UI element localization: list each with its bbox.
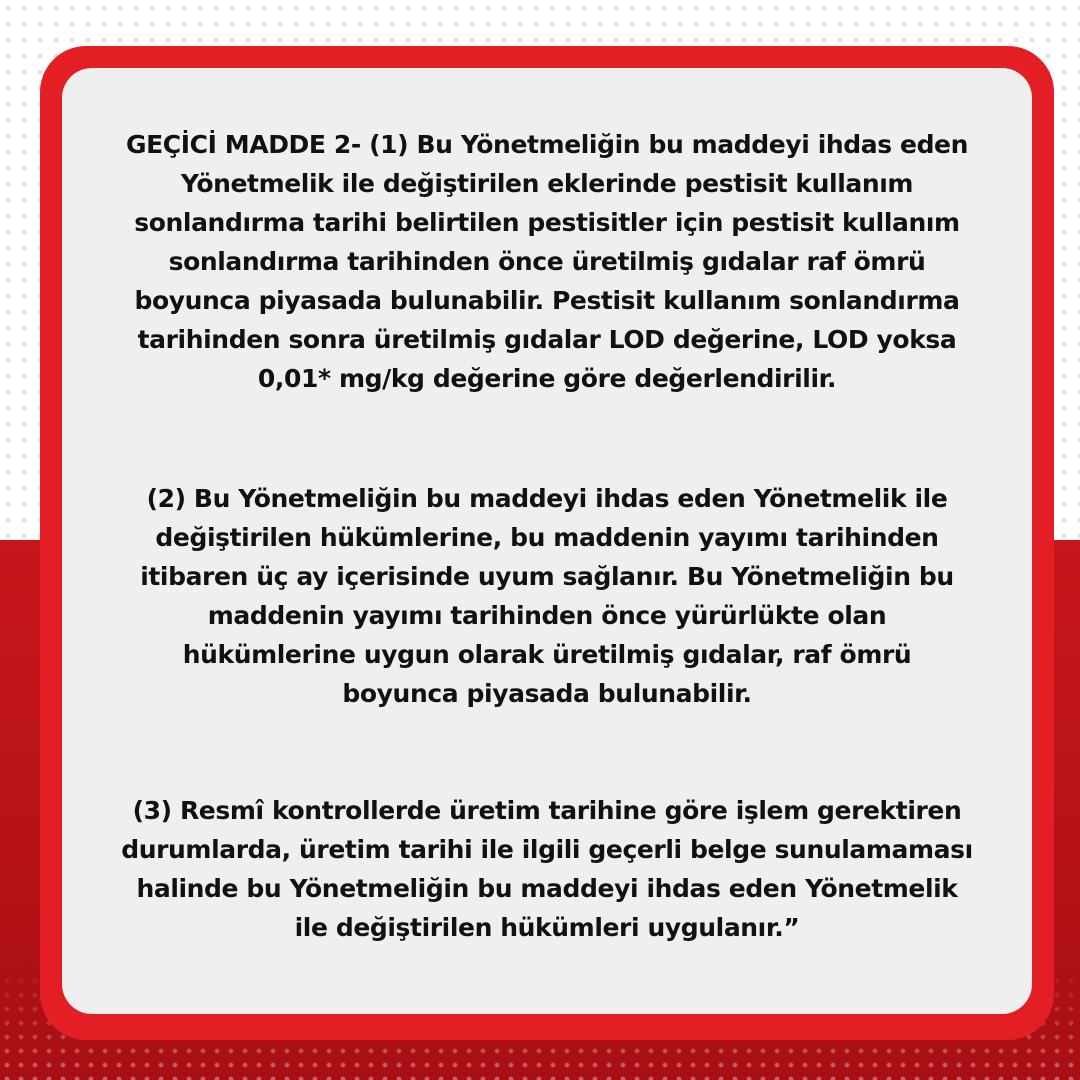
paragraph-line: itibaren üç ay içerisinde uyum sağlanır. Bu Yönetmeliğin bu	[140, 562, 954, 591]
paragraph-line: maddenin yayımı tarihinden önce yürürlükte olan	[207, 601, 887, 630]
paragraph-line: sonlandırma tarihi belirtilen pestisitler için pestisit kullanım	[134, 208, 960, 237]
paragraph-line: (3) Resmî kontrollerde üretim tarihine göre işlem gerektiren	[132, 796, 962, 825]
paragraph-line: boyunca piyasada bulunabilir. Pestisit kullanım sonlandırma	[134, 286, 960, 315]
paragraph-line: 0,01* mg/kg değerine göre değerlendirilir.	[257, 364, 837, 393]
paragraph-3	[80, 791, 1014, 947]
paragraph-line: (2) Bu Yönetmeliğin bu maddeyi ihdas eden Yönetmelik ile	[146, 484, 948, 513]
paragraph-line: ile değiştirilen hükümleri uygulanır.”	[294, 913, 800, 942]
paragraph-line: tarihinden sonra üretilmiş gıdalar LOD değerine, LOD yoksa	[137, 325, 957, 354]
paragraph-line: Yönetmelik ile değiştirilen eklerinde pestisit kullanım	[180, 169, 914, 198]
paragraph-line: durumlarda, üretim tarihi ile ilgili geçerli belge sunulamaması	[121, 835, 973, 864]
paragraph-line: halinde bu Yönetmeliğin bu maddeyi ihdas eden Yönetmelik	[136, 874, 958, 903]
paragraph-line: hükümlerine uygun olarak üretilmiş gıdalar, raf ömrü	[182, 640, 912, 669]
paragraph-line: sonlandırma tarihinden önce üretilmiş gıdalar raf ömrü	[168, 247, 926, 276]
paragraph-line: boyunca piyasada bulunabilir.	[342, 679, 752, 708]
paragraph-line: GEÇİCİ MADDE 2- (1) Bu Yönetmeliğin bu maddeyi ihdas eden	[125, 130, 969, 159]
paragraph-1	[80, 125, 1014, 398]
paragraph-line: değiştirilen hükümlerine, bu maddenin yayımı tarihinden	[155, 523, 939, 552]
paragraph-2	[80, 479, 1014, 713]
